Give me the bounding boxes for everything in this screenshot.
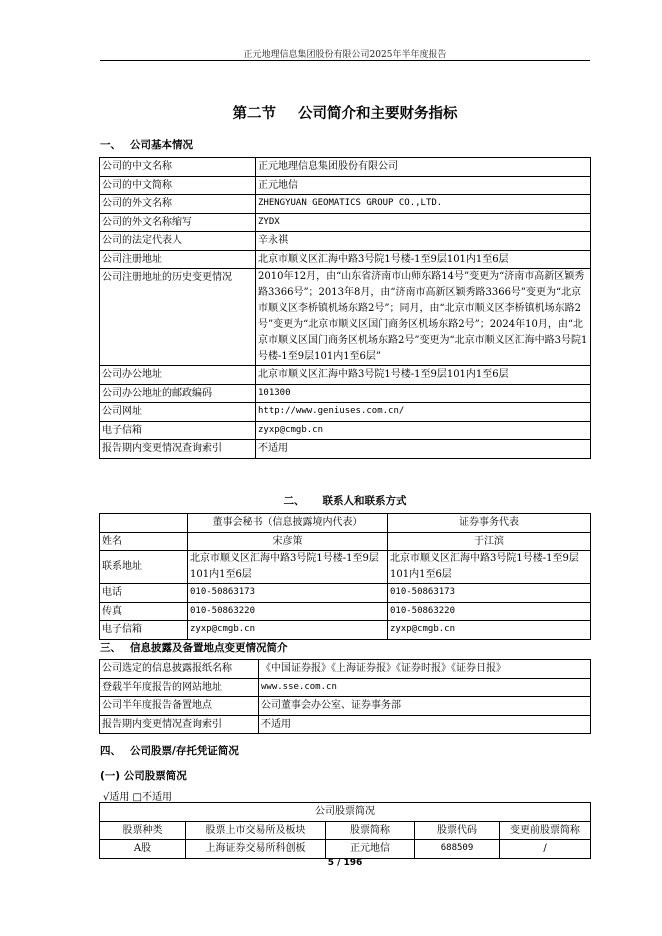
row-value: 不适用 [259,715,591,734]
table-row [100,715,591,734]
row-label: 姓名 [100,532,188,551]
column-header: 变更前股票简称 [500,821,591,840]
subheading-stock-overview: (一) 公司股票简况 [100,770,187,782]
heading-text: 公司基本情况 [130,139,193,151]
row-value: 正元地信 [256,176,591,195]
column-header-securities-rep: 证券事务代表 [388,514,591,533]
table-title: 公司股票简况 [100,803,591,822]
table-row [100,584,591,603]
secretary-value: 宋彦策 [188,532,388,551]
section-name: 公司简介和主要财务指标 [298,106,458,122]
heading-number: 四、 [100,745,121,757]
company-website-link[interactable]: http://www.geniuses.com.cn/ [256,403,591,422]
contacts-table [99,513,591,640]
company-basic-info-table [99,157,591,459]
row-label: 报告期内变更情况查询索引 [100,715,259,734]
heading-stock-info [100,743,239,758]
disclosure-table [99,659,591,734]
heading-text: 联系人和联系方式 [322,495,407,507]
row-label: 联系地址 [100,551,188,584]
row-value: 北京市顺义区汇海中路3号院1号楼-1至9层101内1至6层 [256,250,591,269]
heading-number: 三、 [100,642,121,654]
row-label: 公司网址 [100,403,256,422]
row-value: ZYDX [256,213,591,232]
table-row [100,532,591,551]
table-row [100,232,591,251]
rep-email-link[interactable]: zyxp@cmgb.cn [388,621,591,640]
table-row [100,176,591,195]
table-row [100,840,591,859]
heading-disclosure-info [100,640,288,655]
header-empty-cell [100,514,188,533]
row-label: 报告期内变更情况查询索引 [100,440,256,459]
stock-exchange: 上海证券交易所科创板 [186,840,326,859]
table-row [100,403,591,422]
row-label: 传真 [100,602,188,621]
row-value: ZHENGYUAN GEOMATICS GROUP CO.,LTD. [256,195,591,214]
rep-value: 北京市顺义区汇海中路3号院1号楼-1至9层101内1至6层 [388,551,591,584]
row-label: 电子信箱 [100,421,256,440]
row-label: 公司的法定代表人 [100,232,256,251]
company-email-link[interactable]: zyxp@cmgb.cn [256,421,591,440]
table-row [100,158,591,177]
rep-value: 010-50863220 [388,602,591,621]
secretary-value: 北京市顺义区汇海中路3号院1号楼-1至9层101内1至6层 [188,551,388,584]
running-header: 正元地理信息集团股份有限公司2025年半年度报告 [243,50,447,60]
stock-code: 688509 [415,840,500,859]
table-row [100,660,591,679]
table-title-row [100,803,591,822]
heading-number: 一、 [100,139,121,151]
heading-company-basic-info [100,137,193,152]
column-header-secretary: 董事会秘书（信息披露境内代表） [188,514,388,533]
page-number: 5 / 196 [327,858,363,868]
row-label: 登载半年度报告的网站地址 [100,678,259,697]
stock-type: A股 [100,840,186,859]
table-row [100,366,591,385]
row-label: 公司选定的信息披露报纸名称 [100,660,259,679]
table-row [100,213,591,232]
row-label: 电话 [100,584,188,603]
table-header-row [100,821,591,840]
row-label: 公司的外文名称 [100,195,256,214]
row-label: 公司半年度报告备置地点 [100,697,259,716]
column-header: 股票种类 [100,821,186,840]
row-label: 公司的中文简称 [100,176,256,195]
table-row [100,269,591,366]
row-value: 不适用 [256,440,591,459]
heading-number: 二、 [283,495,305,507]
row-label: 公司的中文名称 [100,158,256,177]
row-value: 101300 [256,384,591,403]
header-rule [100,60,590,61]
table-row [100,421,591,440]
table-row [100,602,591,621]
table-row [100,621,591,640]
rep-value: 于江滨 [388,532,591,551]
row-label: 公司办公地址的邮政编码 [100,384,256,403]
row-label: 公司注册地址 [100,250,256,269]
secretary-value: 010-50863220 [188,602,388,621]
stock-overview-table [99,802,591,859]
table-row [100,195,591,214]
heading-text: 信息披露及备置地点变更情况简介 [130,642,288,654]
row-label: 电子信箱 [100,621,188,640]
table-header-row [100,514,591,533]
table-row [100,384,591,403]
applicable-checkbox-label: √适用 □不适用 [103,792,172,803]
column-header: 股票代码 [415,821,500,840]
column-header: 股票上市交易所及板块 [186,821,326,840]
row-value: 辛永祺 [256,232,591,251]
secretary-email-link[interactable]: zyxp@cmgb.cn [188,621,388,640]
row-label: 公司注册地址的历史变更情况 [100,269,256,366]
row-value: 公司董事会办公室、证券事务部 [259,697,591,716]
table-row [100,440,591,459]
rep-value: 010-50863173 [388,584,591,603]
heading-contacts [100,493,590,508]
column-header: 股票简称 [326,821,415,840]
section-number: 第二节 [232,106,276,122]
table-row [100,551,591,584]
row-label: 公司的外文名称缩写 [100,213,256,232]
table-row [100,250,591,269]
heading-text: 公司股票/存托凭证简况 [130,745,239,757]
table-row [100,678,591,697]
disclosure-website-link[interactable]: www.sse.com.cn [259,678,591,697]
section-title [100,102,590,123]
stock-short-name: 正元地信 [326,840,415,859]
row-label: 公司办公地址 [100,366,256,385]
table-row [100,697,591,716]
row-value: 北京市顺义区汇海中路3号院1号楼-1至9层101内1至6层 [256,366,591,385]
row-value: 《中国证券报》《上海证券报》《证券时报》《证券日报》 [259,660,591,679]
previous-short-name: / [500,840,591,859]
secretary-value: 010-50863173 [188,584,388,603]
row-value: 2010年12月，由“山东省济南市山师东路14号”变更为“济南市高新区颖秀路3366号”；2013年8月，由“济南市高新区颖秀路3366号”变更为“北京市顺义区李桥镇机场东路2号”；同月，由“北京市顺义区李桥镇机场东路2号”变更为“北京市顺义区国门商务区机场东路2号”；2024年10月，由“北京市顺义区国门商务区机场东路2号”变更为“北京市顺义区汇海中路3号院1号楼-1至9层101内1至6层” [256,269,591,366]
row-value: 正元地理信息集团股份有限公司 [256,158,591,177]
